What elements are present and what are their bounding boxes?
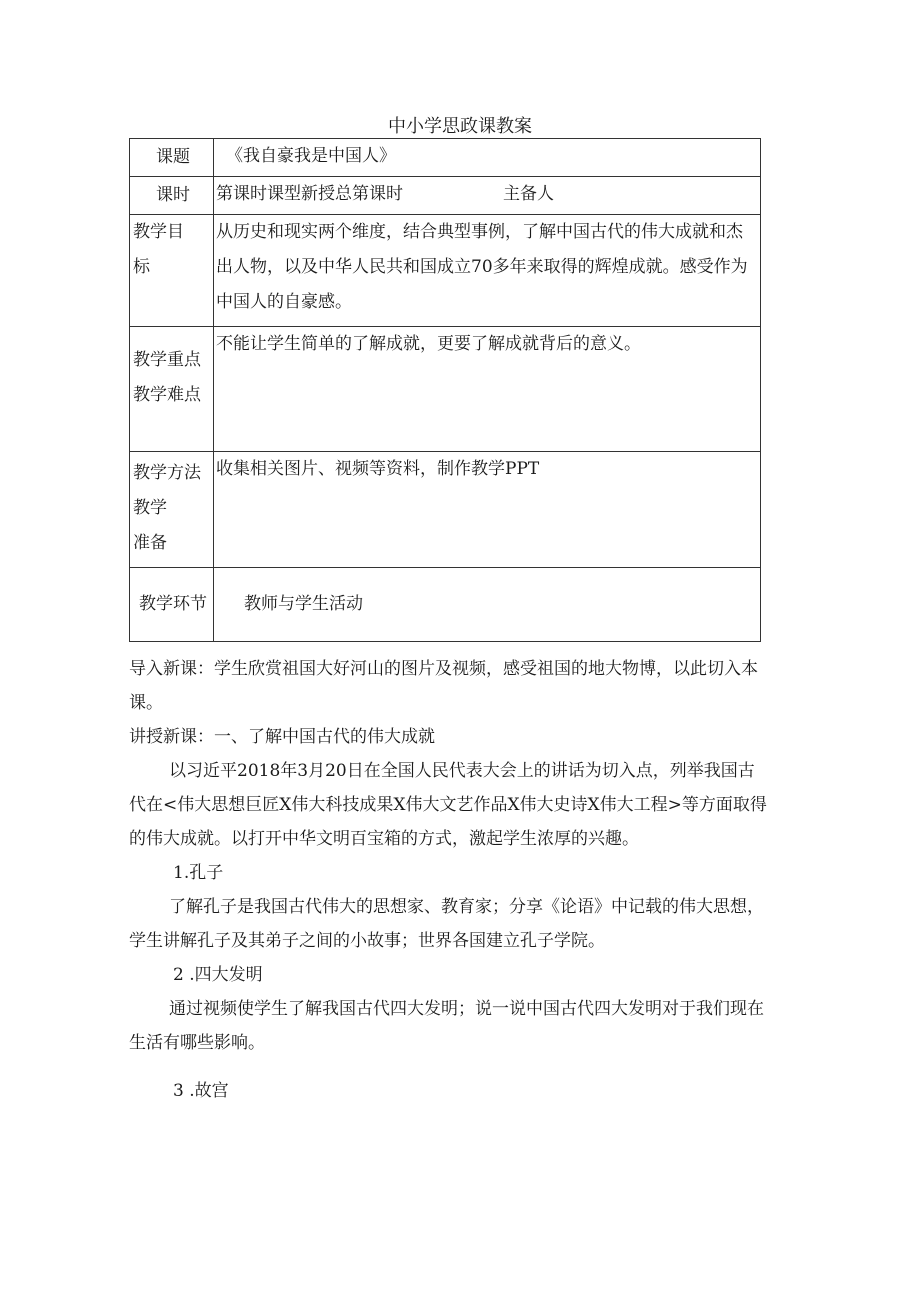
objective-value: 从历史和现实两个维度，结合典型事例，了解中国古代的伟大成就和杰出人物，以及中华人民共和国成立70多年来取得的辉煌成就。感受作为中国人的自豪感。 xyxy=(214,215,761,327)
topic-row xyxy=(130,139,761,177)
document-title: 中小学思政课教案 xyxy=(388,116,532,137)
preparer-label: 主备人 xyxy=(503,184,554,204)
intro-paragraph: 导入新课：学生欣赏祖国大好河山的图片及视频，感受祖国的地大物博，以此切入本课。 xyxy=(129,659,758,713)
method-label-line-1: 教学方法 xyxy=(133,463,201,483)
period-row xyxy=(130,177,761,215)
objective-row xyxy=(130,215,761,327)
objective-label xyxy=(130,215,214,327)
item-1-text: 了解孔子是我国古代伟大的思想家、教育家；分享《论语》中记载的伟大思想，学生讲解孔子及其弟子之间的小故事；世界各国建立孔子学院。 xyxy=(129,897,764,951)
period-value: 第课时课型新授总第课时 xyxy=(216,184,403,204)
topic-value: 《我自豪我是中国人》 xyxy=(214,139,761,177)
method-label-line-3: 准备 xyxy=(133,533,167,553)
key-points-label xyxy=(130,327,214,452)
objective-label-line-2: 标 xyxy=(133,257,150,277)
method-label-line-2: 教学 xyxy=(133,498,167,518)
topic-label: 课题 xyxy=(130,139,214,177)
period-label: 课时 xyxy=(130,177,214,215)
item-1-title: 1.孔子 xyxy=(173,863,224,883)
lecture-paragraph: 以习近平2018年3月20日在全国人民代表大会上的讲话为切入点，列举我国古代在<伟大思想巨匠X伟大科技成果X伟大文艺作品X伟大史诗X伟大工程>等方面取得的伟大成就。以打开中华文明百宝箱的方式，激起学生浓厚的兴趣。 xyxy=(129,761,767,849)
key-points-value: 不能让学生简单的了解成就，更要了解成就背后的意义。 xyxy=(214,327,761,452)
process-label: 教学环节 xyxy=(130,568,214,642)
item-2-title: 2 .四大发明 xyxy=(173,965,263,985)
key-points-label-line-1: 教学重点 xyxy=(133,350,201,370)
method-row xyxy=(130,452,761,568)
process-value: 教师与学生活动 xyxy=(244,594,363,614)
method-label xyxy=(130,452,214,568)
item-3-title: 3 .故宫 xyxy=(173,1081,229,1101)
method-value: 收集相关图片、视频等资料，制作教学PPT xyxy=(214,452,761,568)
period-cell xyxy=(214,177,761,215)
lesson-body xyxy=(129,652,769,1108)
objective-label-line-1: 教学目 xyxy=(133,222,184,242)
key-points-row xyxy=(130,327,761,452)
process-cell xyxy=(214,568,761,642)
key-points-label-line-2: 教学难点 xyxy=(133,385,201,405)
lesson-plan-table xyxy=(129,138,761,642)
process-row xyxy=(130,568,761,642)
item-2-text: 通过视频使学生了解我国古代四大发明；说一说中国古代四大发明对于我们现在生活有哪些影响。 xyxy=(129,999,764,1053)
lecture-heading: 讲授新课：一、了解中国古代的伟大成就 xyxy=(129,727,435,747)
